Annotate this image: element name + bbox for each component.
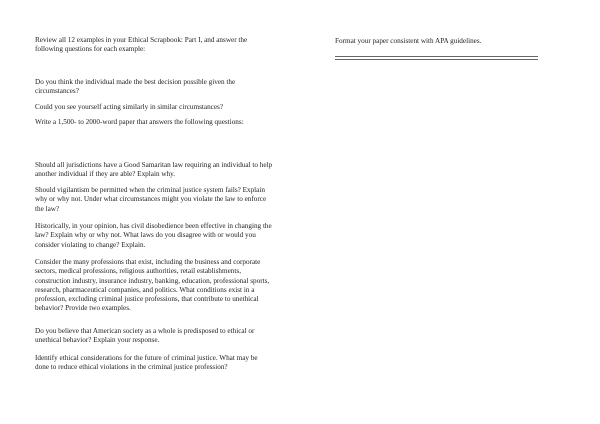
intro-paragraph: Review all 12 examples in your Ethical Scrapbook: Part I, and answer the following questions for each example: — [35, 36, 248, 54]
question-vigilantism: Should vigilantism be permitted when the criminal justice system fails? Explain why or why not. Under what circumstances might you violate the law to enforce the law? — [35, 186, 267, 213]
double-rule-divider — [335, 56, 538, 60]
question-american-society: Do you believe that American society as a whole is predisposed to ethical or unethical behavior? Explain your response. — [35, 327, 255, 345]
apa-format-instruction: Format your paper consistent with APA guidelines. — [335, 37, 482, 45]
question-future-criminal-justice: Identify ethical considerations for the future of criminal justice. What may be done to reduce ethical violations in the criminal justice profession? — [35, 354, 258, 372]
question-civil-disobedience: Historically, in your opinion, has civil disobedience been effective in changing the law? Explain why or why not. What laws do you disagree with or would you consider violating to change? Explain. — [35, 222, 272, 249]
question-best-decision: Do you think the individual made the best decision possible given the circumstances? — [35, 78, 236, 96]
question-professions: Consider the many professions that exist, including the business and corporate sectors, medical professions, religious authorities, retail establishments, construction industry, insurance industry, banking, education, professional sports, research, pharmaceutical companies, and politics. What conditions exist in a profession, excluding criminal justice professions, that contribute to unethical behavior? Provide two examples. — [35, 258, 270, 313]
paper-instructions: Write a 1,500- to 2000-word paper that answers the following questions: — [35, 118, 244, 126]
question-act-similarly: Could you see yourself acting similarly in similar circumstances? — [35, 103, 224, 111]
question-good-samaritan: Should all jurisdictions have a Good Samaritan law requiring an individual to help another individual if they are able? Explain why. — [35, 161, 273, 179]
